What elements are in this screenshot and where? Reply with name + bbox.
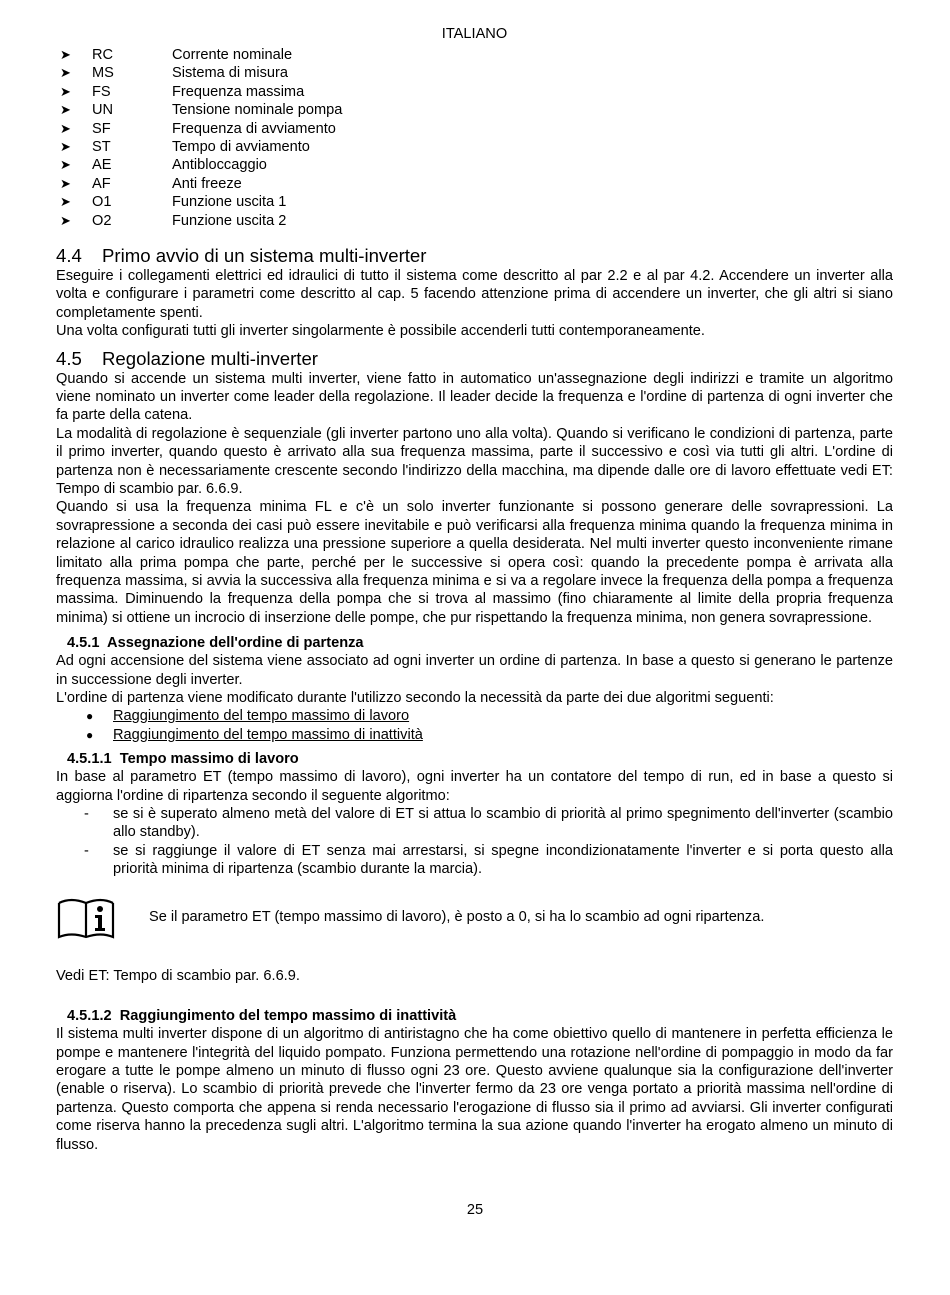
- list-item: ● Raggiungimento del tempo massimo di lavoro: [56, 707, 893, 725]
- arrow-bullet-icon: ➤: [60, 120, 71, 136]
- list-item: ➤ RC Corrente nominale: [56, 46, 893, 64]
- bullet-icon: ●: [86, 727, 94, 742]
- list-item: ➤ AE Antibloccaggio: [56, 156, 893, 174]
- paragraph: Quando si accende un sistema multi inverter, viene fatto in automatico un'assegnazione degli indirizzi e tramite un algoritmo viene nominato un inverter come leader della regolazione. Il leader decide la frequenza e l'ordine di partenza di ogni inverter che fa parte della catena.: [56, 370, 893, 424]
- list-item: - se si è superato almeno metà del valore di ET si attua lo scambio di priorità al primo spegnimento dell'inverter (scambio allo standby).: [84, 806, 893, 841]
- list-item: ● Raggiungimento del tempo massimo di inattività: [56, 726, 893, 744]
- list-item: ➤ O2 Funzione uscita 2: [56, 212, 893, 230]
- arrow-bullet-icon: ➤: [60, 157, 71, 173]
- arrow-bullet-icon: ➤: [60, 138, 71, 154]
- arrow-bullet-icon: ➤: [60, 102, 71, 118]
- paragraph: Vedi ET: Tempo di scambio par. 6.6.9.: [56, 967, 300, 984]
- section-heading-4-5-1-1: 4.5.1.1 Tempo massimo di lavoro: [67, 751, 299, 768]
- arrow-bullet-icon: ➤: [60, 194, 71, 210]
- info-note: Se il parametro ET (tempo massimo di lavoro), è posto a 0, si ha lo scambio ad ogni ripartenza.: [56, 893, 893, 943]
- arrow-bullet-icon: ➤: [60, 175, 71, 191]
- info-book-icon: [56, 895, 116, 941]
- paragraph: Ad ogni accensione del sistema viene associato ad ogni inverter un ordine di partenza. In base a questo si generano le partenze in successione degli inverter.: [56, 653, 893, 688]
- paragraph: Una volta configurati tutti gli inverter singolarmente è possibile accenderli tutti contemporaneamente.: [56, 323, 705, 340]
- paragraph: Eseguire i collegamenti elettrici ed idraulici di tutto il sistema come descritto al par 2.2 e al par 4.2. Accendere un inverter alla volta e configurare i parametri come descritto al cap. 5 facendo attenzione prima di accendere un inverter, che gli altri si siano completamente spenti.: [56, 267, 893, 321]
- paragraph: La modalità di regolazione è sequenziale (gli inverter partono uno alla volta). Quando si verificano le condizioni di partenza, parte il primo inverter, quando questo è arrivato alla sua frequenza massima, parte il successivo e così via tutti gli altri. L'ordine di partenza non è necessariamente crescente secondo l'indirizzo della macchina, ma dipende dalle ore di lavoro effettuate vedi ET: Tempo di scambio par. 6.6.9.: [56, 425, 893, 497]
- language-header: ITALIANO: [441, 26, 508, 42]
- dash-list: [56, 805, 893, 879]
- section-heading-4-5: 4.5 Regolazione multi-inverter: [56, 347, 318, 369]
- paragraph: Il sistema multi inverter dispone di un algoritmo di antiristagno che ha come obiettivo quello di mantenere in perfetta efficienza le pompe e mantenere l'integrità del liquido pompato. Funziona permettendo una rotazione nell'ordine di pompaggio in modo da far erogare a tutte le pompe almeno un minuto di flusso ogni 23 ore. Questo avviene qualunque sia la configurazione dell'inverter (enable o riserva). Lo scambio di priorità prevede che l'inverter fermo da 23 ore venga portato a priorità massima nell'ordine di partenza. Questo comporta che appena si renda necessario l'erogazione di flusso sia il primo ad avviarsi. Gli inverter configurati come riserva hanno la precedenza sugli altri. L'algoritmo termina la sua azione quando l'inverter ha erogato almeno un minuto di flusso.: [56, 1026, 893, 1153]
- list-item: ➤ MS Sistema di misura: [56, 64, 893, 82]
- document-page: [56, 24, 893, 1154]
- arrow-bullet-icon: ➤: [60, 83, 71, 99]
- section-heading-4-5-1: 4.5.1 Assegnazione dell'ordine di partenza: [67, 635, 364, 652]
- arrow-bullet-icon: ➤: [60, 212, 71, 228]
- section-heading-4-5-1-2: 4.5.1.2 Raggiungimento del tempo massimo di inattività: [67, 1008, 457, 1025]
- list-item: - se si raggiunge il valore di ET senza mai arrestarsi, si spegne incondizionatamente l'inverter e si porta questo alla priorità minima di ripartenza (scambio durante la marcia).: [84, 842, 893, 878]
- list-item: ➤ O1 Funzione uscita 1: [56, 193, 893, 211]
- parameter-list: [56, 46, 893, 230]
- arrow-bullet-icon: ➤: [60, 47, 71, 62]
- list-item: ➤ SF Frequenza di avviamento: [56, 120, 893, 138]
- list-item: ➤ AF Anti freeze: [56, 175, 893, 193]
- page-number: 25: [466, 1202, 484, 1218]
- list-item: ➤ UN Tensione nominale pompa: [56, 101, 893, 119]
- paragraph: L'ordine di partenza viene modificato durante l'utilizzo secondo la necessità da parte dei due algoritmi seguenti:: [56, 690, 774, 707]
- list-item: ➤ ST Tempo di avviamento: [56, 138, 893, 156]
- paragraph: Quando si usa la frequenza minima FL e c'è un solo inverter funzionante si possono generare delle sovrapressioni. La sovrapressione a seconda dei casi può essere inevitabile e può verificarsi alla frequenza minima quando la frequenza minima in relazione al carico idraulico realizza una pressione superiore a quella desiderata. Nel multi inverter questo inconveniente rimane limitato alla prima pompa che parte, perché per le successive si opera così: quando la precedente pompa è arrivata alla frequenza massima, si avvia la successiva alla frequenza minima e si va a regolare invece la frequenza della pompa a frequenza massima. Diminuendo la frequenza della pompa che si trova al massimo (fino chiaramente al limite della propria frequenza minima) si ottiene un incrocio di inserzione delle pompe, che pur rispettando la frequenza minima, non genera sovrapressione.: [56, 499, 893, 626]
- bullet-list: [56, 707, 893, 744]
- arrow-bullet-icon: ➤: [60, 65, 71, 81]
- section-heading-4-4: 4.4 Primo avvio di un sistema multi-inverter: [56, 244, 427, 266]
- list-item: ➤ FS Frequenza massima: [56, 83, 893, 101]
- bullet-icon: ●: [86, 709, 94, 724]
- paragraph: In base al parametro ET (tempo massimo di lavoro), ogni inverter ha un contatore del tempo di run, ed in base a questo si aggiorna l'ordine di ripartenza secondo il seguente algoritmo:: [56, 769, 893, 804]
